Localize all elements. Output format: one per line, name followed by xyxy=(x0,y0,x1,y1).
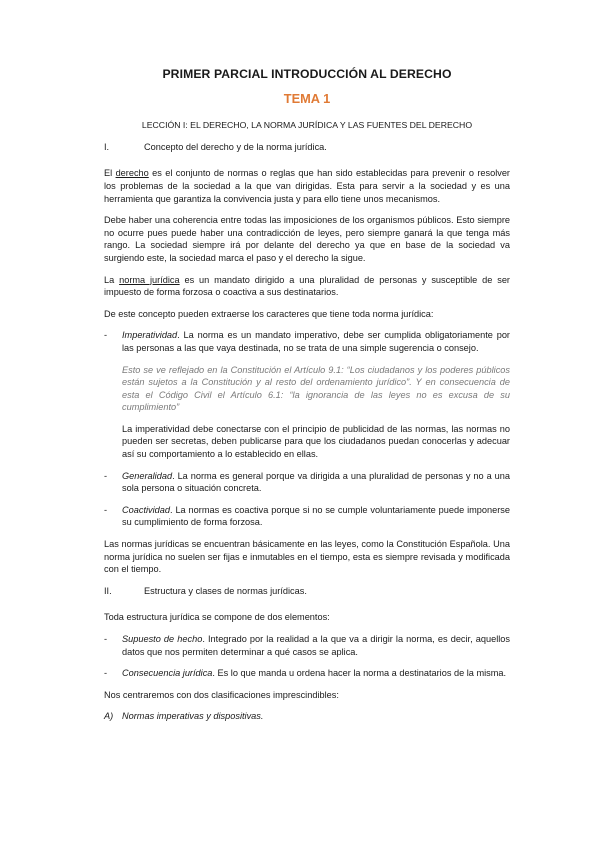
paragraph-coherencia: Debe haber una coherencia entre todas las imposiciones de los organismos públicos. Esto siempre no ocurre pues puede haber una contradicción de leyes, pero siempre ganará la que tenga más rango. La sociedad siempre irá por delante del derecho ya que en base de la sociedad va surgiendo este, la sociedad marca el paso y el derecho la sigue. xyxy=(104,215,510,263)
bullet-dash: - xyxy=(104,504,108,515)
paragraph-estructura: Toda estructura jurídica se compone de dos elementos: xyxy=(104,612,330,623)
term-norma-juridica: norma jurídica xyxy=(119,274,180,285)
paragraph-publicidad: La imperatividad debe conectarse con el principio de publicidad de las normas, las normas no pueden ser secretas, deben publicarse para que los ciudadanos puedan conocerlas y adecuar así su comportamiento a lo establecido en ellas. xyxy=(122,423,510,460)
subsection-a xyxy=(104,710,510,723)
quote-constitucion: Esto se ve reflejado en la Constitución el Artículo 9.1: “Los ciudadanos y los poderes públicos están sujetos a la Constitución y al resto del ordenamiento jurídico”. Y en consecuencia de esta el Código Civil el Artículo 6.1: “la ignorancia de las leyes no es excusa de su cumplimiento” xyxy=(122,364,510,413)
paragraph-leyes: Las normas jurídicas se encuentran básicamente en las leyes, como la Constitución Española. Una norma jurídica no suelen ser fijas e inmutables en el tiempo, esta es siempre revisada y modificada con el tiempo. xyxy=(104,539,510,575)
paragraph-clasificaciones: Nos centraremos con dos clasificaciones imprescindibles: xyxy=(104,689,339,700)
bullet-dash: - xyxy=(104,634,108,644)
list-item-coactividad: - Coactividad. La normas es coactiva porque si no se cumple voluntariamente puede imponerse su cumplimiento de forma forzosa. xyxy=(104,504,510,528)
bullet-dash: - xyxy=(104,470,108,481)
bullet-dash: - xyxy=(104,668,108,679)
list-item-imperatividad: - Imperatividad. La norma es un mandato imperativo, debe ser cumplida obligatoriamente por las personas a las que vaya destinada, no se trata de una simple sugerencia o consejo. xyxy=(104,330,510,353)
section-heading-2 xyxy=(104,585,510,598)
term-consecuencia-juridica: Consecuencia jurídica xyxy=(122,668,213,679)
bullet-dash: - xyxy=(104,330,108,341)
section-number: I. xyxy=(104,141,110,152)
paragraph-caracteres: De este concepto pueden extraerse los caracteres que tiene toda norma jurídica: xyxy=(104,308,434,319)
paragraph-derecho: El derecho es el conjunto de normas o reglas que han sido establecidas para prevenir o resolver los problemas de la sociedad a la que van dirigidas. Esta para servir a la sociedad y es una herramienta que garantiza la convivencia justa y para ello tiene unos mecanismos. xyxy=(104,168,510,204)
section-number: II. xyxy=(104,585,112,596)
document-title: PRIMER PARCIAL INTRODUCCIÓN AL DERECHO xyxy=(162,67,452,81)
term-coactividad: Coactividad xyxy=(122,504,171,515)
list-item-consecuencia-juridica: - Consecuencia jurídica. Es lo que manda u ordena hacer la norma a destinatarios de la misma. xyxy=(104,668,507,679)
term-supuesto-de-hecho: Supuesto de hecho xyxy=(122,634,203,644)
topic-title: TEMA 1 xyxy=(283,90,331,106)
section-title: Estructura y clases de normas jurídicas. xyxy=(144,585,307,596)
lesson-heading: LECCIÓN I: EL DERECHO, LA NORMA JURÍDICA Y LAS FUENTES DEL DERECHO xyxy=(141,120,473,131)
paragraph-norma-juridica: La norma jurídica es un mandato dirigido a una pluralidad de personas y susceptible de ser impuesto de forma forzosa o coactiva a sus destinatarios. xyxy=(104,274,510,298)
list-item-generalidad: - Generalidad. La norma es general porque va dirigida a una pluralidad de personas y no a una sola persona o situación concreta. xyxy=(104,470,510,494)
subsection-title: Normas imperativas y dispositivas. xyxy=(122,711,264,722)
term-generalidad: Generalidad xyxy=(122,470,173,481)
section-heading-1 xyxy=(104,141,510,154)
list-item-supuesto-de-hecho: - Supuesto de hecho. Integrado por la realidad a la que va a dirigir la norma, es decir, aquellos datos que nos permiten determinar a qué casos se aplica. xyxy=(104,634,511,657)
term-imperatividad: Imperatividad xyxy=(122,330,178,341)
term-derecho: derecho xyxy=(115,168,149,179)
subsection-letter: A) xyxy=(104,711,114,722)
section-title: Concepto del derecho y de la norma jurídica. xyxy=(144,141,327,152)
